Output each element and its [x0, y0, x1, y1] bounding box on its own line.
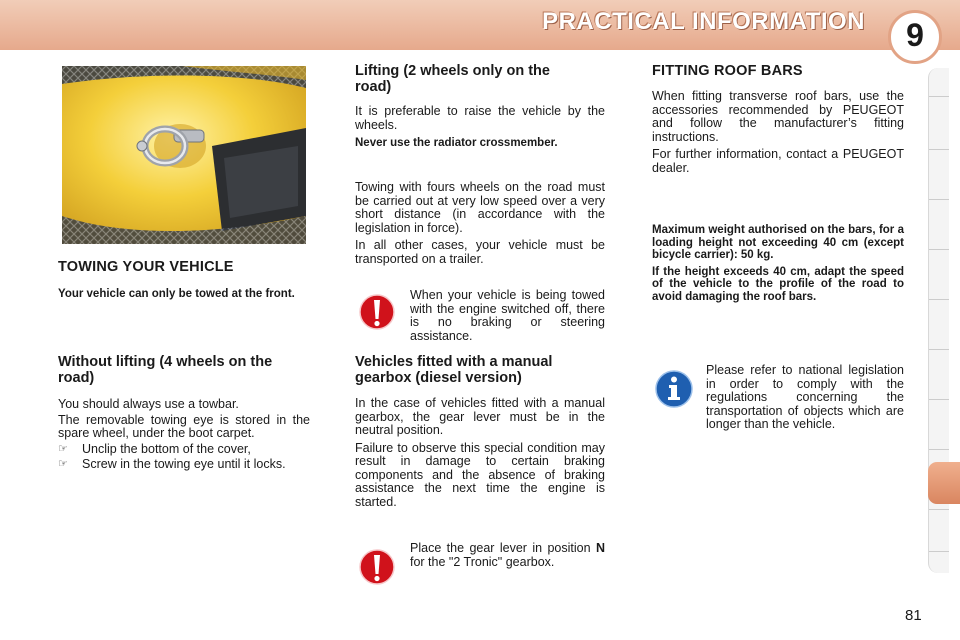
list-item: ☞ Unclip the bottom of the cover,	[58, 441, 251, 456]
no-assistance-text: When your vehicle is being towed with the engine switched off, there is no braking or steering assistance.	[410, 288, 605, 343]
towing-eye-photo	[62, 66, 306, 244]
four-wheels-text	[355, 181, 605, 266]
active-chapter-tab[interactable]	[928, 462, 960, 504]
trailer-paragraph: In all other cases, your vehicle must be transported on a trailer.	[355, 238, 605, 266]
section-lifting	[355, 63, 605, 95]
section-towing-title	[58, 259, 310, 275]
chapter-badge	[888, 10, 942, 64]
list-item: ☞ Screw in the towing eye until it locks.	[58, 457, 286, 471]
roof-bars-text	[652, 90, 904, 175]
lifting-paragraph: It is preferable to raise the vehicle by the wheels.	[355, 104, 605, 132]
pointing-hand-icon: ☞	[58, 458, 68, 470]
braking-damage-text: Failure to observe this special condition may result in damage to certain braking components and the absence of braking assistance the next time the engine is started.	[355, 440, 605, 509]
page-number: 81	[905, 607, 922, 624]
side-tab-divider	[929, 249, 949, 250]
chapter-number: 9	[906, 17, 924, 53]
pointing-hand-icon: ☞	[58, 442, 68, 455]
four-wheels-paragraph: Towing with fours wheels on the road must be carried out at very low speed over a very short distance (in accordance with the legislation in force).	[355, 180, 605, 235]
page-header	[0, 0, 960, 50]
without-lifting-text	[58, 398, 310, 472]
warning-icon	[359, 292, 395, 337]
gear-lever-text: Place the gear lever in position N for the "2 Tronic" gearbox.	[410, 541, 605, 569]
towing-assistance-note	[410, 289, 605, 343]
heading-without-lifting: Without lifting (4 wheels on the road)	[58, 354, 273, 386]
side-tab-divider	[929, 509, 949, 510]
max-weight-text: Maximum weight authorised on the bars, for a loading height not exceeding 40 cm (except bicycle carrier): 50 kg.	[652, 224, 904, 261]
towing-warning	[58, 288, 310, 301]
roof-bars-weight-warning	[652, 224, 904, 303]
side-tab-divider	[929, 551, 949, 552]
gear-lever-note	[410, 542, 605, 569]
section-roof-bars	[652, 63, 904, 79]
side-tab-divider	[929, 349, 949, 350]
section-manual-gearbox	[355, 354, 605, 386]
towing-front-warning: Your vehicle can only be towed at the front.	[58, 288, 295, 300]
section-without-lifting	[58, 354, 310, 386]
info-icon	[655, 369, 693, 414]
lifting-text	[355, 105, 605, 150]
national-legislation-text: Please refer to national legislation in order to comply with the regulations concerning the transportation of objects which are longer than the vehicle.	[706, 363, 904, 431]
side-tab-divider	[929, 96, 949, 97]
manual-gearbox-text	[355, 397, 605, 509]
side-tab-divider	[929, 399, 949, 400]
heading-towing: TOWING YOUR VEHICLE	[58, 259, 234, 275]
info-note	[706, 364, 904, 432]
roof-bars-paragraph: When fitting transverse roof bars, use the accessories recommended by PEUGEOT and follow the manufacturer’s fitting instructions.	[652, 89, 904, 144]
warning-icon	[359, 547, 395, 592]
side-tab-divider	[929, 199, 949, 200]
page-title: PRACTICAL INFORMATION	[542, 8, 865, 35]
dealer-paragraph: For further information, contact a PEUGEOT dealer.	[652, 147, 904, 175]
towbar-text: You should always use a towbar.	[58, 397, 239, 411]
heading-manual-gearbox: Vehicles fitted with a manual gearbox (diesel version)	[355, 354, 553, 386]
heading-roof-bars: FITTING ROOF BARS	[652, 63, 803, 79]
heading-lifting: Lifting (2 wheels only on the road)	[355, 63, 550, 95]
height-speed-text: If the height exceeds 40 cm, adapt the speed of the vehicle to the profile of the road to avoid damaging the roof bars.	[652, 265, 904, 303]
side-tab-divider	[929, 149, 949, 150]
side-tab-divider	[929, 449, 949, 450]
radiator-warning: Never use the radiator crossmember.	[355, 137, 558, 149]
neutral-position-text: In the case of vehicles fitted with a manual gearbox, the gear lever must be in the neutral position.	[355, 396, 605, 437]
towing-eye-storage-text: The removable towing eye is stored in the spare wheel, under the boot carpet.	[58, 412, 310, 440]
side-tab-divider	[929, 299, 949, 300]
